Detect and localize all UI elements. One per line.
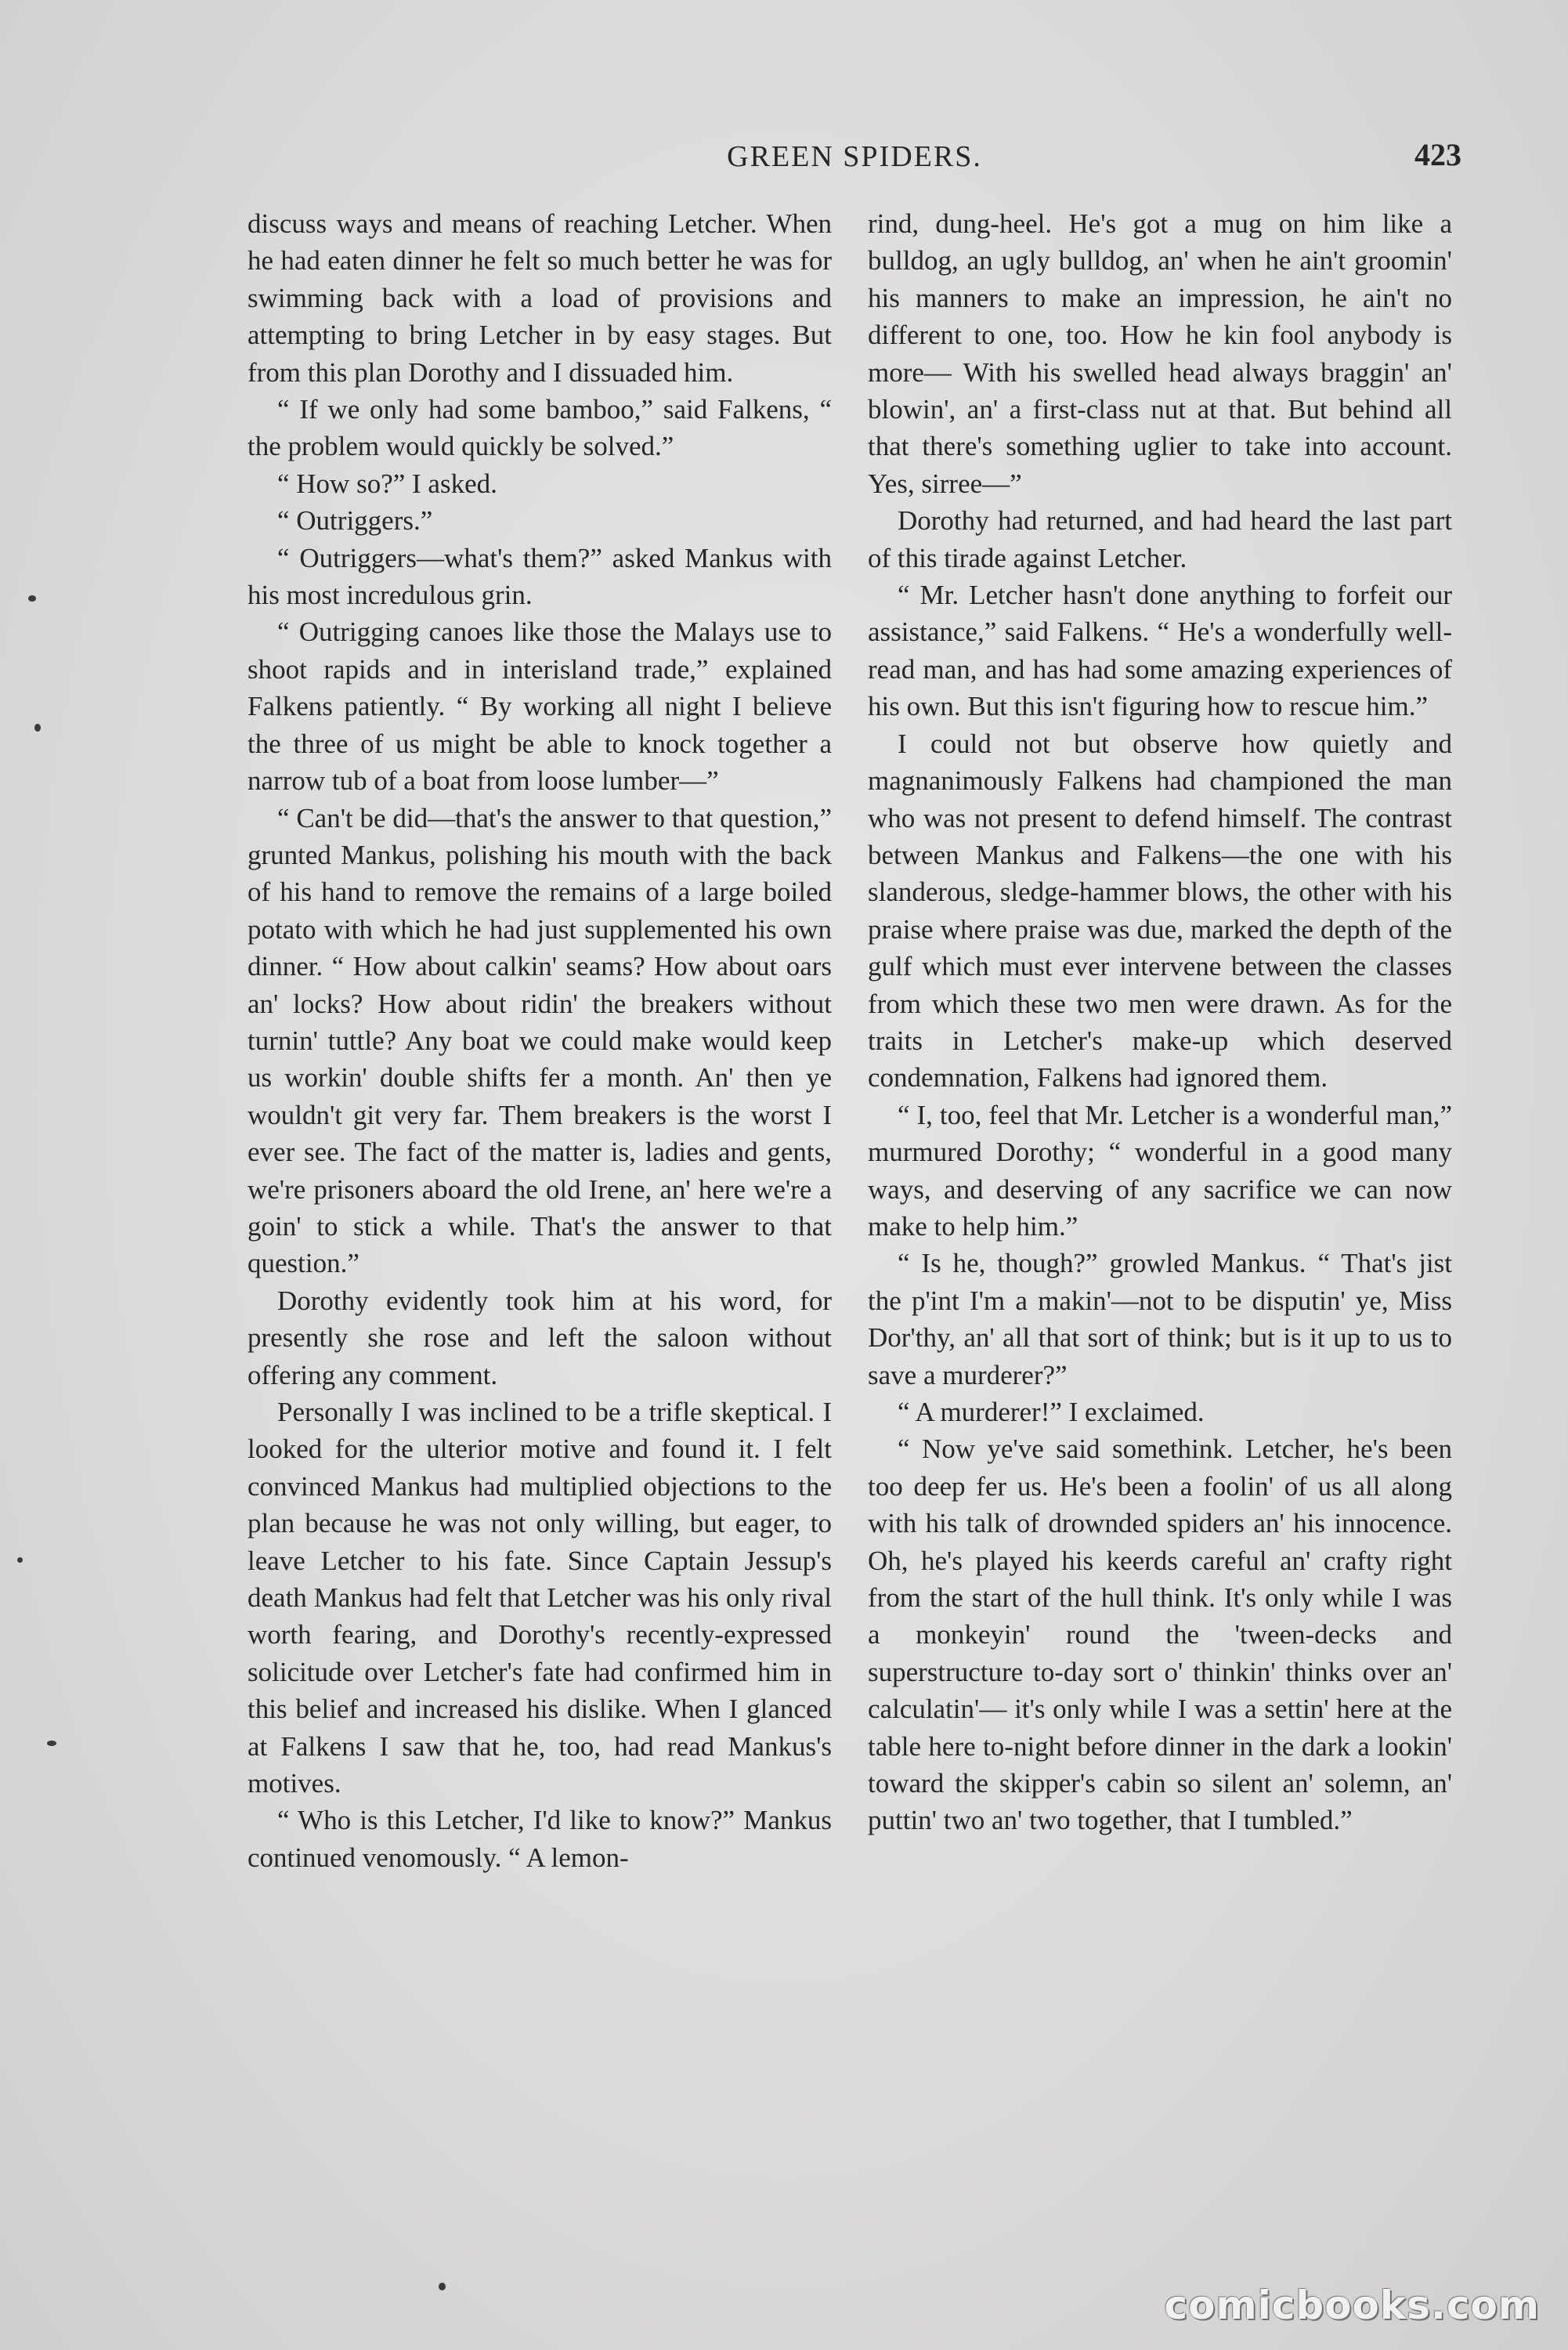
paragraph: Dorothy evidently took him at his word, for presently she rose and left the saloon without offering any comment. xyxy=(247,1285,832,1390)
watermark: comicbooks.com xyxy=(1164,2283,1540,2328)
paper-speck xyxy=(34,724,41,732)
paragraph: discuss ways and means of reaching Letcher. When he had eaten dinner he felt so much better he was for swimming back with a load of provisions and attempting to bring Letcher in by easy stages. But from this plan Dorothy and I dissuaded him. xyxy=(247,208,832,388)
paragraph: rind, dung-heel. He's got a mug on him like a bulldog, an ugly bulldog, an' when he ain't groomin' his manners to make an impression, he ain't no different to one, too. How he kin fool anybody is more— With his swelled head always braggin' an' blowin', an' a first-class nut at that. But behind all that there's something uglier to take into account. Yes, sirree—” xyxy=(868,208,1452,499)
right-column xyxy=(868,205,1452,1839)
paragraph: I could not but observe how quietly and magnanimously Falkens had championed the man who was not present to defend himself. The contrast between Mankus and Falkens—the one with his slanderous, sledge-hammer blows, the other with his praise where praise was due, marked the depth of the gulf which must ever intervene between the classes from which these two men were drawn. As for the traits in Letcher's make-up which deserved condemnation, Falkens had ignored them. xyxy=(868,728,1452,1094)
paper-speck xyxy=(47,1741,56,1746)
paragraph: “ If we only had some bamboo,” said Falkens, “ the problem would quickly be solved.” xyxy=(247,394,832,462)
paragraph: Personally I was inclined to be a trifle skeptical. I looked for the ulterior motive and found it. I felt convinced Mankus had multiplied objections to the plan because he was not only willing, but eager, to leave Letcher to his fate. Since Captain Jessup's death Mankus had felt that Letcher was his only rival worth fearing, and Dorothy's recently-expressed solicitude over Letcher's fate had confirmed him in this belief and increased his dislike. When I glanced at Falkens I saw that he, too, had read Mankus's motives. xyxy=(247,1397,832,1799)
paragraph: Dorothy had returned, and had heard the last part of this tirade against Letcher. xyxy=(868,505,1452,573)
paper-speck xyxy=(17,1557,23,1563)
paragraph: “ Outrigging canoes like those the Malays use to shoot rapids and in interisland trade,” explained Falkens patiently. “ By working all night I believe the three of us might be able to knock together a narrow tub of a boat from loose lumber—” xyxy=(247,616,832,797)
paragraph: “ I, too, feel that Mr. Letcher is a wonderful man,” murmured Dorothy; “ wonderful in a good many ways, and deserving of any sacrifice we can now make to help him.” xyxy=(868,1099,1452,1242)
paragraph: “ Now ye've said somethink. Letcher, he's been too deep fer us. He's been a foolin' of us all along with his talk of drownded spiders an' his innocence. Oh, he's played his keerds careful an' crafty right from the start of the hull think. It's only while I was a monkeyin' round the 'tween-decks and superstructure to-day sort o' thinkin' thinks over an' calculatin'— it's only while I was a settin' here at the table here to-night before dinner in the dark a lookin' toward the skipper's cabin so silent an' solemn, an' puttin' two an' two together, that I tumbled.” xyxy=(868,1434,1452,1836)
paragraph: “ A murderer!” I exclaimed. xyxy=(898,1397,1205,1427)
paragraph: “ Outriggers.” xyxy=(277,505,433,537)
page-number: 423 xyxy=(1414,137,1461,172)
paragraph: “ Mr. Letcher hasn't done anything to forfeit our assistance,” said Falkens. “ He's a wonderfully well-read man, and has had some amazing experiences of his own. But this isn't figuring how to rescue him.” xyxy=(868,580,1452,722)
paragraph: “ Is he, though?” growled Mankus. “ That's jist the p'int I'm a makin'—not to be disputin' ye, Miss Dor'thy, an' all that sort of think; but is it up to us to save a murderer?” xyxy=(868,1248,1452,1390)
left-column xyxy=(247,205,832,1876)
page-header xyxy=(247,136,1461,183)
paper-speck xyxy=(28,595,36,602)
running-title: GREEN SPIDERS. xyxy=(727,140,982,173)
paragraph: “ Who is this Letcher, I'd like to know?” Mankus continued venomously. “ A lemon- xyxy=(247,1805,832,1873)
paragraph: “ Can't be did—that's the answer to that question,” grunted Mankus, polishing his mouth with the back of his hand to remove the remains of a large boiled potato with which he had just supplemented his own dinner. “ How about calkin' seams? How about oars an' locks? How about ridin' the breakers without turnin' tuttle? Any boat we could make would keep us workin' double shifts fer a month. An' then ye wouldn't git very far. Them breakers is the worst I ever see. The fact of the matter is, ladies and gents, we're prisoners aboard the old Irene, an' here we're a goin' to stick a while. That's the answer to that question.” xyxy=(247,802,832,1279)
paragraph: “ How so?” I asked. xyxy=(277,468,497,499)
paper-speck xyxy=(439,2283,446,2290)
paragraph: “ Outriggers—what's them?” asked Mankus with his most incredulous grin. xyxy=(247,542,832,611)
